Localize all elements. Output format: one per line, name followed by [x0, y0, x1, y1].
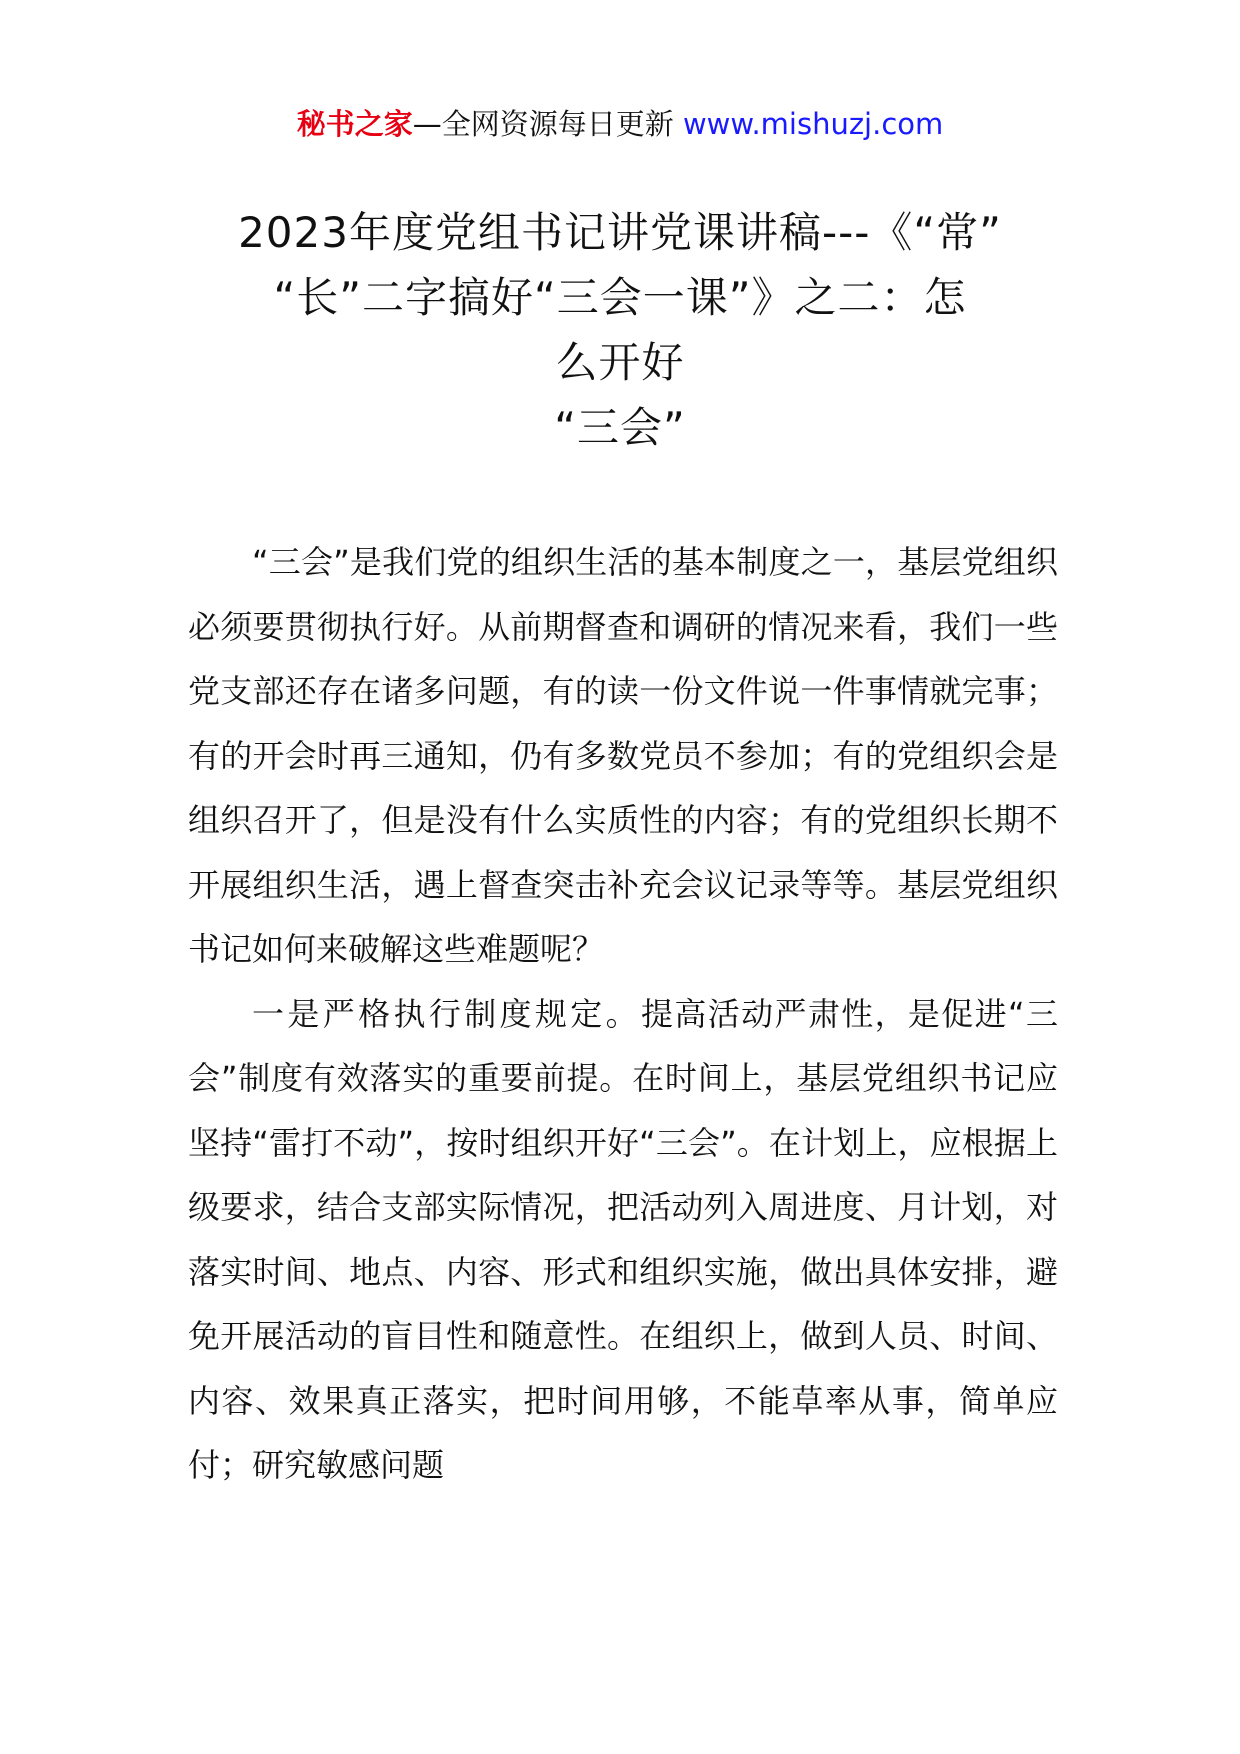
title-line-4: “三会”	[554, 403, 686, 452]
title-line-3: 么开好	[555, 338, 685, 387]
document-title	[150, 200, 1090, 460]
site-header	[0, 104, 1240, 144]
document-body	[188, 530, 1058, 1498]
title-line-1: 2023年度党组书记讲党课讲稿---《“常”	[238, 208, 1002, 257]
paragraph-2-text: 提高活动严肃性，是促进“三会”制度有效落实的重要前提。在时间上，基层党组织书记应坚持“雷打不动”，按时组织开好“三会”。在计划上，应根据上级要求，结合支部实际情况，把活动列入周进度、月计划，对落实时间、地点、内容、形式和组织实施，做出具体安排，避免开展活动的盲目性和随意性。在组织上，做到人员、时间、内容、效果真正落实，把时间用够，不能草率从事，简单应付；研究敏感问题	[188, 994, 1058, 1484]
paragraph-1: “三会”是我们党的组织生活的基本制度之一，基层党组织必须要贯彻执行好。从前期督查和调研的情况来看，我们一些党支部还存在诸多问题，有的读一份文件说一件事情就完事；有的开会时再三通知，仍有多数党员不参加；有的党组织会是组织召开了，但是没有什么实质性的内容；有的党组织长期不开展组织生活，遇上督查突击补充会议记录等等。基层党组织书记如何来破解这些难题呢？	[188, 543, 1058, 968]
site-url-link[interactable]: www.mishuzj.com	[682, 107, 944, 141]
brand-name: 秘书之家	[296, 107, 413, 141]
title-line-2: “长”二字搞好“三会一课”》之二：怎	[273, 273, 967, 322]
paragraph-2	[188, 982, 1058, 1498]
paragraph-2-lead: 一是严格执行制度规定。	[252, 994, 642, 1033]
site-tagline: —全网资源每日更新	[412, 107, 683, 141]
